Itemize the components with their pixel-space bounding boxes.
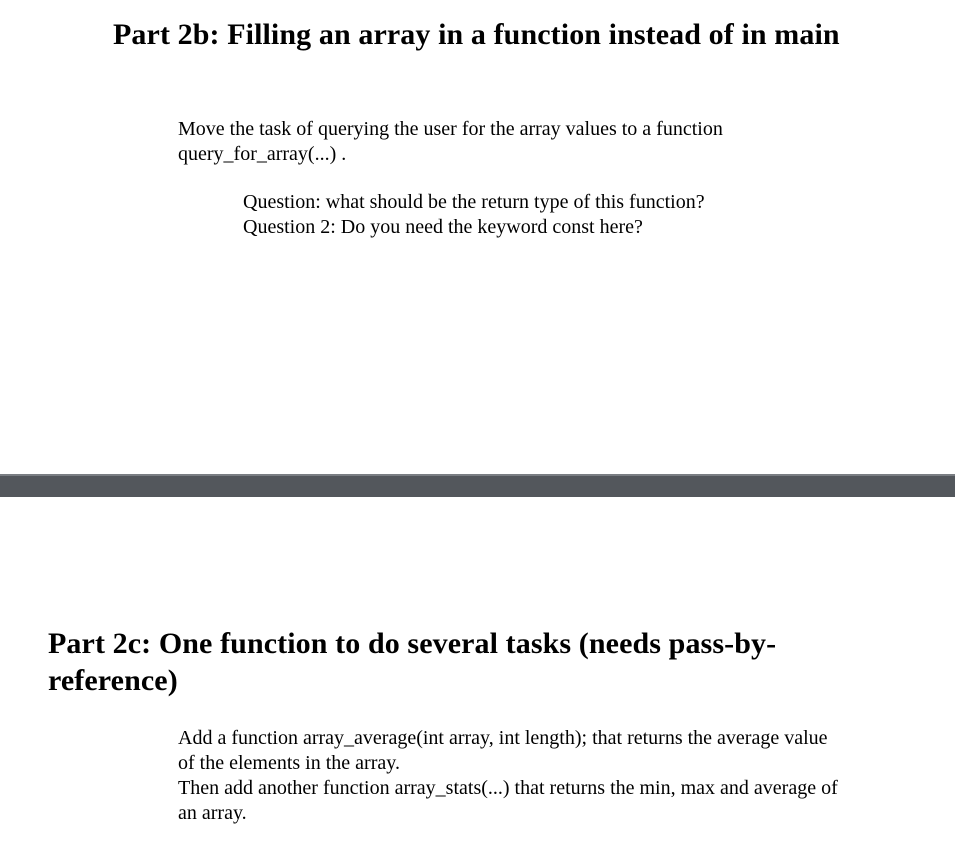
body-line: of the elements in the array. bbox=[178, 752, 400, 774]
question-1: Question: what should be the return type of this function? bbox=[243, 191, 705, 213]
part-2c-body bbox=[178, 726, 838, 826]
question-2: Question 2: Do you need the keyword const here? bbox=[243, 216, 643, 238]
body-line: an array. bbox=[178, 802, 247, 824]
body-line: Add a function array_average(int array, int length); that returns the average value bbox=[178, 727, 828, 749]
part-2b-title: Part 2b: Filling an array in a function instead of in main bbox=[113, 18, 840, 51]
instruction-line: query_for_array(...) . bbox=[178, 143, 347, 165]
page-divider bbox=[0, 474, 955, 497]
instruction-line: Move the task of querying the user for the array values to a function bbox=[178, 118, 723, 140]
part-2b-instruction bbox=[178, 117, 723, 167]
slide-part-2c bbox=[0, 497, 955, 841]
part-2b-questions bbox=[243, 190, 705, 240]
part-2c-title: Part 2c: One function to do several tasks (needs pass-by-reference) bbox=[48, 627, 777, 697]
body-line: Then add another function array_stats(...) that returns the min, max and average of bbox=[178, 777, 838, 799]
